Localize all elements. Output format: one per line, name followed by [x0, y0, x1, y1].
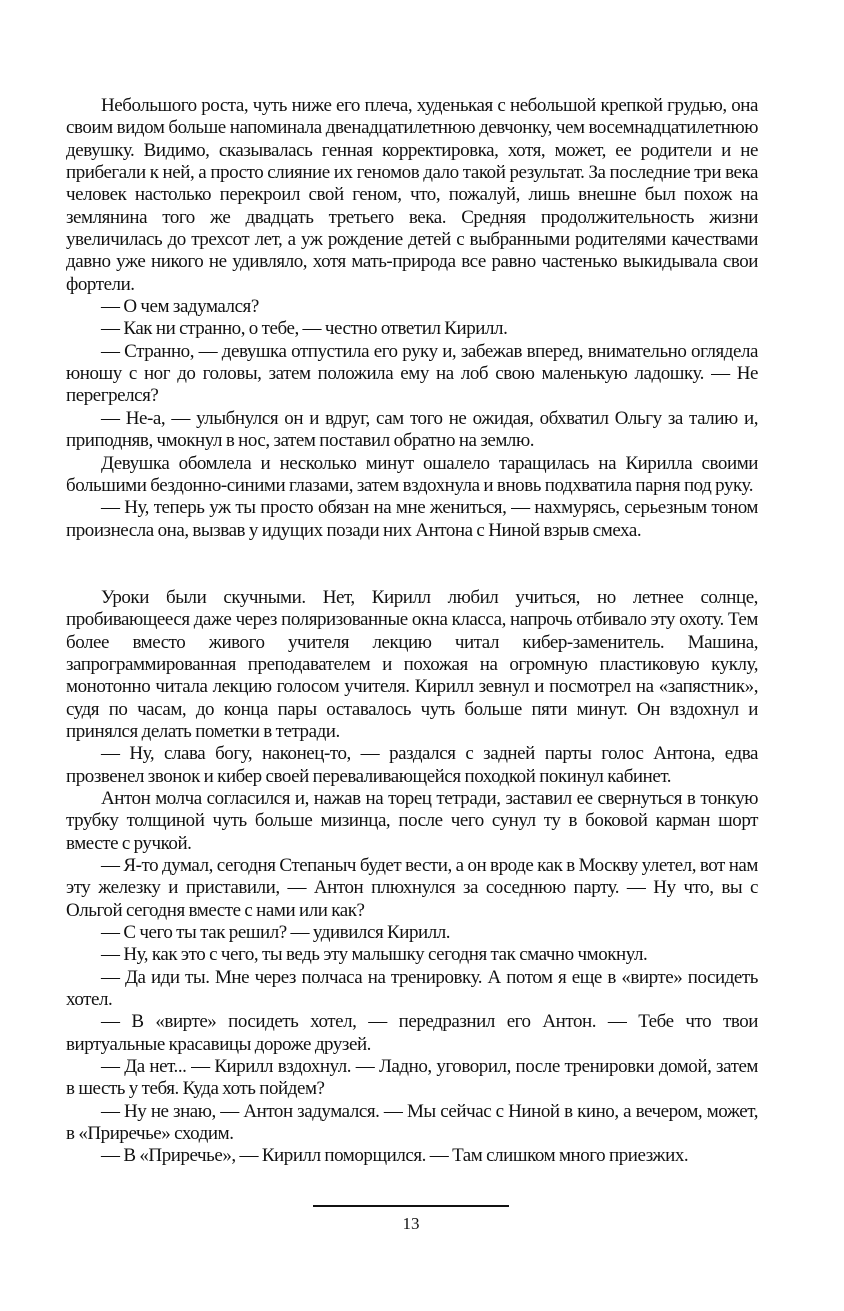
- dialogue-line: — О чем задумался?: [101, 296, 259, 318]
- footer-rule: [313, 1205, 509, 1207]
- paragraph: Небольшого роста, чуть ниже его плеча, худенькая с небольшой крепкой грудью, она своим видом больше напоминала двенадцатилетнюю девчонку, чем восемнадцатилетнюю девушку. Видимо, сказывалась генная корректировка, хотя, может, ее родители и не прибегали к ней, а просто слияние их геномов дало такой результат. За последние три века человек настолько перекроил свой геном, что, пожалуй, лишь внешне был похож на землянина того же двадцать третьего века. Средняя продолжительность жизни увеличилась до трехсот лет, а уж рождение детей с выбранными родителями качествами давно уже никого не удивляло, хотя мать-природа все равно частенько выкидывала свои фортели.: [66, 95, 758, 295]
- paragraph: Уроки были скучными. Нет, Кирилл любил учиться, но летнее солнце, пробивающееся даже через поляризованные окна класса, напрочь отбивало эту охоту. Тем более вместо живого учителя лекцию читал кибер-заменитель. Машина, запрограммированная преподавателем и похожая на огромную пластиковую куклу, монотонно читала лекцию голосом учителя. Кирилл зевнул и посмотрел на «запястник», судя по часам, до конца пары оставалось чуть больше пяти минут. Он вздохнул и принялся делать пометки в тетради.: [66, 586, 758, 742]
- dialogue-line: — В «вирте» посидеть хотел, — передразнил его Антон. — Тебе что твои виртуальные красавицы дороже друзей.: [66, 1011, 758, 1055]
- dialogue-line: — Странно, — девушка отпустила его руку и, забежав вперед, внимательно оглядела юношу с ног до головы, затем положила ему на лоб свою маленькую ладошку. — Не перегрелся?: [66, 340, 758, 407]
- dialogue-line: — С чего ты так решил? — удивился Кирилл.: [101, 922, 451, 944]
- dialogue-line: — Да иди ты. Мне через полчаса на тренировку. А потом я еще в «вирте» посидеть хотел.: [66, 966, 758, 1011]
- dialogue-line: — Не-а, — улыбнулся он и вдруг, сам того не ожидая, обхватил Ольгу за талию и, приподняв, чмокнул в нос, затем поставил обратно на землю.: [66, 407, 758, 452]
- text-section-1: [66, 95, 758, 542]
- section-break: [66, 542, 758, 587]
- page-number: 13: [402, 1214, 420, 1233]
- dialogue-line: — Я-то думал, сегодня Степаныч будет вести, а он вроде как в Москву улетел, вот нам эту железку и приставили, — Антон плюхнулся за соседнюю парту. — Ну что, вы с Ольгой сегодня вместе с нами или как?: [66, 855, 758, 921]
- dialogue-line: — Да нет... — Кирилл вздохнул. — Ладно, уговорил, после тренировки домой, затем в шесть у тебя. Куда хоть пойдем?: [66, 1056, 758, 1100]
- paragraph: Антон молча согласился и, нажав на торец тетради, заставил ее свернуться в тонкую трубку толщиной чуть больше мизинца, после чего сунул ту в боковой карман шорт вместе с ручкой.: [66, 787, 758, 854]
- dialogue-line: — Ну не знаю, — Антон задумался. — Мы сейчас с Ниной в кино, а вечером, может, в «Приречье» сходим.: [66, 1100, 758, 1145]
- dialogue-line: — Как ни странно, о тебе, — честно ответил Кирилл.: [101, 318, 508, 340]
- paragraph: Девушка обомлела и несколько минут ошалело таращилась на Кирилла своими большими бездонно-синими глазами, затем вздохнула и вновь подхватила парня под руку.: [66, 452, 758, 496]
- dialogue-line: — Ну, как это с чего, ты ведь эту малышку сегодня так смачно чмокнул.: [101, 944, 648, 966]
- book-page-body: [66, 95, 758, 1168]
- text-section-2: [66, 587, 758, 1168]
- dialogue-line: — Ну, теперь уж ты просто обязан на мне жениться, — нахмурясь, серьезным тоном произнесла она, вызвав у идущих позади них Антона с Ниной взрыв смеха.: [66, 497, 758, 541]
- dialogue-line: — Ну, слава богу, наконец-то, — раздался с задней парты голос Антона, едва прозвенел звонок и кибер своей переваливающейся походкой покинул кабинет.: [66, 743, 758, 787]
- dialogue-line: — В «Приречье», — Кирилл поморщился. — Там слишком много приезжих.: [101, 1145, 689, 1167]
